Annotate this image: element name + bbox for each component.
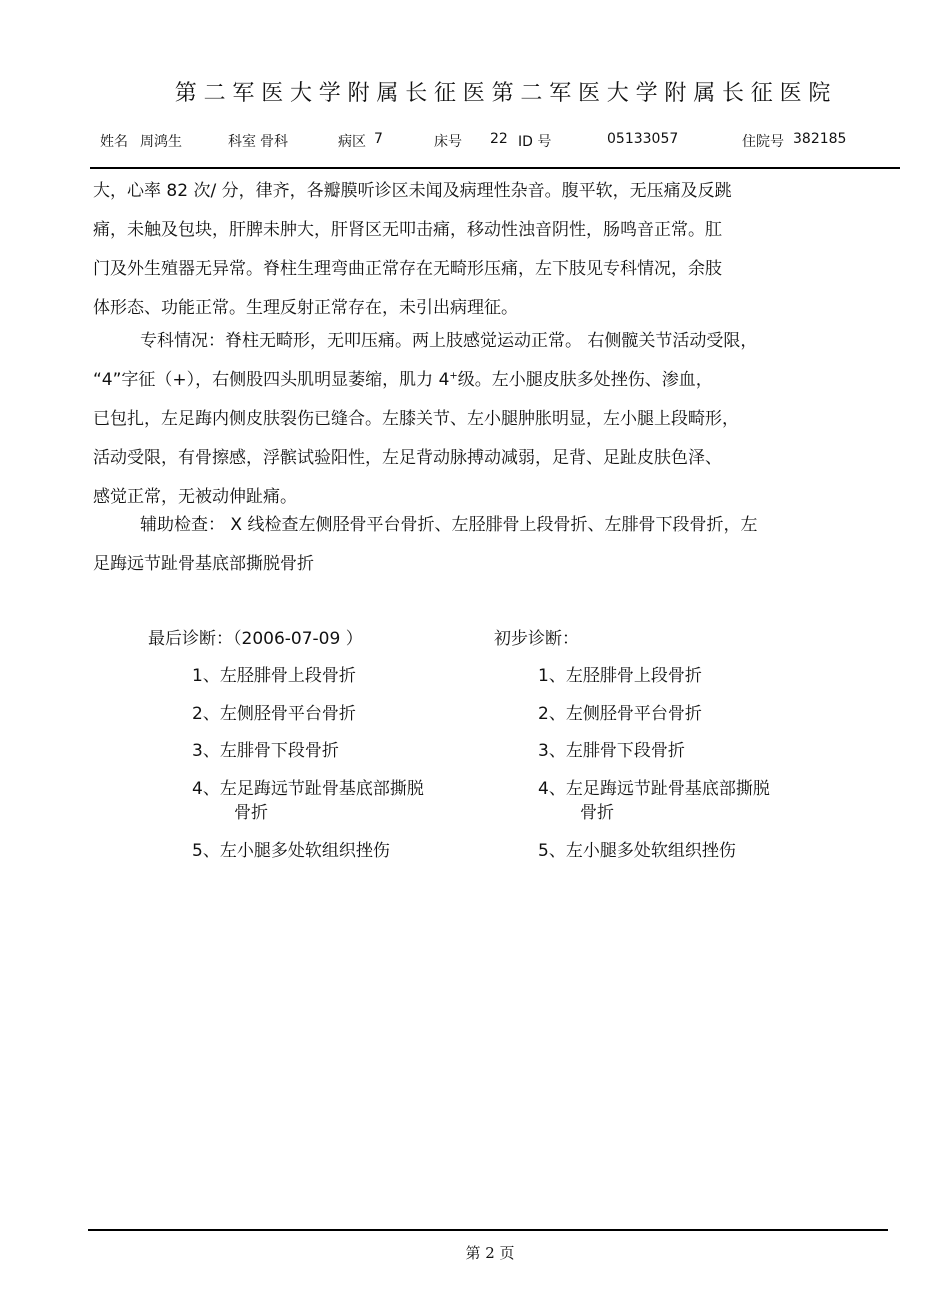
auxiliary-exam-paragraph (93, 506, 883, 584)
list-item: 5、左小腿多处软组织挫伤 (192, 840, 390, 861)
id-value: 05133057 (607, 131, 679, 147)
special-text: “4”字征（+），右侧股四头肌明显萎缩，肌力 4 (93, 370, 450, 390)
list-item: 3、左腓骨下段骨折 (192, 741, 339, 761)
initial-diagnosis-heading: 初步诊断： (494, 629, 579, 649)
aux-line: 足踇远节趾骨基底部撕脱骨折 (93, 554, 314, 574)
special-line: 活动受限，有骨擦感，浮髌试验阳性，左足背动脉搏动减弱，足背、足趾皮肤色泽、 (93, 448, 722, 468)
final-diagnosis-heading: 最后诊断：（2006-07-09 ） (148, 629, 363, 649)
list-item: 1、左胫腓骨上段骨折 (192, 666, 356, 686)
admission-label: 住院号 (742, 134, 784, 150)
special-line: 专科情况：脊柱无畸形，无叩压痛。两上肢感觉运动正常。 右侧髋关节活动受限， (140, 331, 758, 351)
initial-diagnosis-list (538, 664, 838, 876)
list-item: 2、左侧胫骨平台骨折 (538, 703, 702, 724)
page-number: 第 2 页 (465, 1244, 515, 1262)
list-item: 1、左胫腓骨上段骨折 (538, 666, 702, 686)
id-label: ID 号 (518, 134, 552, 150)
muscle-grade-sup: + (449, 370, 458, 382)
list-item: 2、左侧胫骨平台骨折 (192, 703, 356, 724)
dept-label: 科室 (228, 134, 256, 150)
final-diagnosis-list (192, 664, 492, 876)
aux-line: 辅助检查： X 线检查左侧胫骨平台骨折、左胫腓骨上段骨折、左腓骨下段骨折，左 (140, 515, 758, 535)
page-title: 第二军医大学附属长征医第二军医大学附属长征医院 (174, 81, 838, 106)
name-label: 姓名 (100, 134, 128, 150)
special-line: 感觉正常，无被动伸趾痛。 (93, 487, 297, 507)
list-item: 4、左足踇远节趾骨基底部撕脱 骨折 (192, 778, 424, 823)
list-item: 3、左腓骨下段骨折 (538, 741, 685, 761)
exam-line: 门及外生殖器无异常。脊柱生理弯曲正常存在无畸形压痛，左下肢见专科情况，余肢 (93, 259, 722, 279)
bed-label: 床号 (434, 134, 462, 150)
admission-value: 382185 (793, 131, 847, 147)
name-value: 周鸿生 (140, 134, 182, 150)
exam-line: 痛，未触及包块，肝脾未肿大，肝肾区无叩击痛，移动性浊音阴性，肠鸣音正常。肛 (93, 220, 722, 240)
special-line: 已包扎，左足踇内侧皮肤裂伤已缝合。左膝关节、左小腿肿胀明显，左小腿上段畸形， (93, 409, 739, 429)
exam-line: 体形态、功能正常。生理反射正常存在，未引出病理征。 (93, 298, 518, 318)
footer-divider (88, 1229, 888, 1231)
ward-value: 7 (374, 131, 383, 147)
list-item: 5、左小腿多处软组织挫伤 (538, 840, 736, 861)
patient-info-row (0, 131, 950, 151)
header-divider (90, 167, 900, 169)
special-line (93, 361, 883, 400)
special-findings-paragraph (93, 322, 883, 517)
exam-line: 大，心率 82 次/ 分，律齐，各瓣膜听诊区未闻及病理性杂音。腹平软，无压痛及反跳 (93, 181, 732, 201)
bed-value: 22 (490, 131, 508, 147)
list-item: 4、左足踇远节趾骨基底部撕脱 骨折 (538, 778, 770, 823)
ward-label: 病区 (338, 134, 366, 150)
physical-exam-paragraph (93, 172, 883, 328)
dept-value: 骨科 (260, 134, 288, 150)
special-text: 级。左小腿皮肤多处挫伤、渗血， (457, 370, 713, 390)
